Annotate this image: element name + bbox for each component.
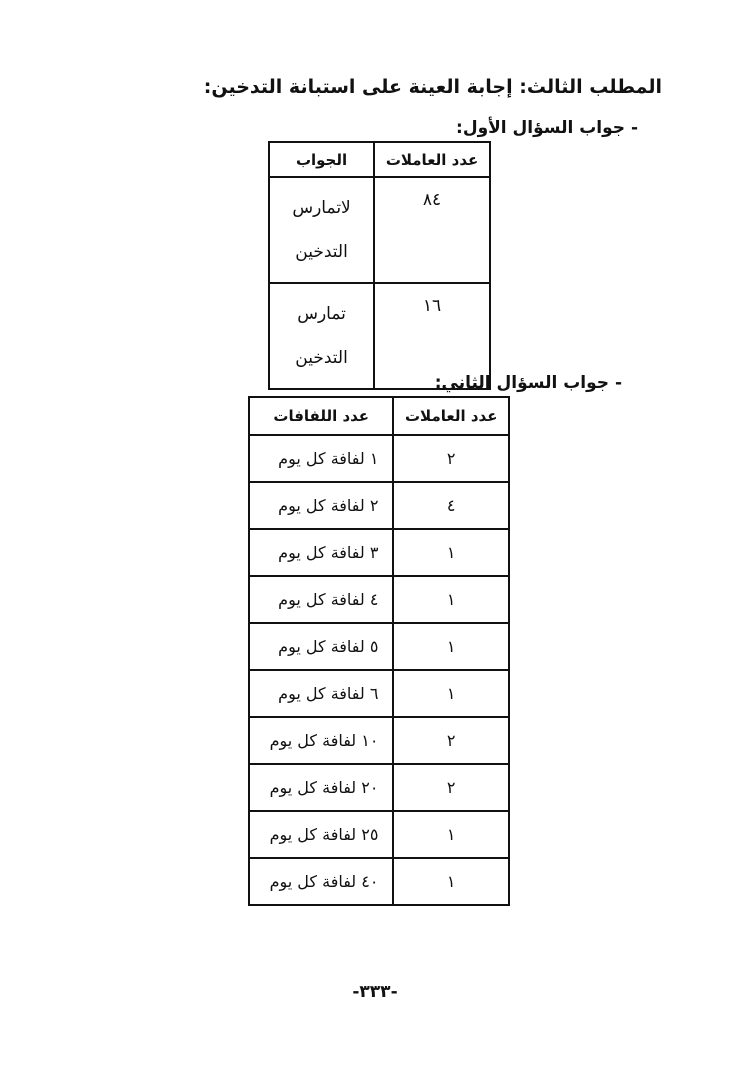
table-row bbox=[249, 670, 509, 717]
header-count: عدد العاملات bbox=[393, 397, 509, 435]
cell-cigarettes: ٤٠ لفافة كل يوم bbox=[249, 858, 393, 905]
table-row bbox=[249, 623, 509, 670]
cell-answer: تمارس التدخين bbox=[269, 283, 374, 389]
cell-count: ١٦ bbox=[374, 283, 490, 389]
table-row bbox=[249, 435, 509, 482]
cell-count: ٤ bbox=[393, 482, 509, 529]
cell-cigarettes: ٣ لفافة كل يوم bbox=[249, 529, 393, 576]
table-row bbox=[249, 858, 509, 905]
question2-table bbox=[248, 396, 510, 906]
section-title: المطلب الثالث: إجابة العينة على استبانة التدخين: bbox=[203, 76, 662, 98]
header-answer: الجواب bbox=[269, 142, 374, 177]
cell-answer: لاتمارس التدخين bbox=[269, 177, 374, 283]
table-header-row bbox=[249, 397, 509, 435]
cell-cigarettes: ١ لفافة كل يوم bbox=[249, 435, 393, 482]
cell-count: ١ bbox=[393, 529, 509, 576]
table-row bbox=[269, 177, 490, 283]
cell-count: ٢ bbox=[393, 717, 509, 764]
cell-count: ١ bbox=[393, 670, 509, 717]
header-cigarettes: عدد اللفافات bbox=[249, 397, 393, 435]
table-row bbox=[249, 576, 509, 623]
table-row bbox=[249, 482, 509, 529]
cell-cigarettes: ٢٥ لفافة كل يوم bbox=[249, 811, 393, 858]
cell-cigarettes: ٥ لفافة كل يوم bbox=[249, 623, 393, 670]
header-count: عدد العاملات bbox=[374, 142, 490, 177]
question1-heading: - جواب السؤال الأول: bbox=[456, 118, 638, 138]
cell-count: ١ bbox=[393, 576, 509, 623]
cell-count: ١ bbox=[393, 623, 509, 670]
table-row bbox=[249, 764, 509, 811]
cell-count: ٢ bbox=[393, 764, 509, 811]
page-number: -٣٣٣- bbox=[352, 982, 398, 1002]
cell-count: ١ bbox=[393, 858, 509, 905]
cell-cigarettes: ٢ لفافة كل يوم bbox=[249, 482, 393, 529]
table-row bbox=[249, 529, 509, 576]
cell-cigarettes: ١٠ لفافة كل يوم bbox=[249, 717, 393, 764]
cell-count: ١ bbox=[393, 811, 509, 858]
table-row bbox=[249, 717, 509, 764]
cell-cigarettes: ٦ لفافة كل يوم bbox=[249, 670, 393, 717]
table-header-row bbox=[269, 142, 490, 177]
cell-cigarettes: ٢٠ لفافة كل يوم bbox=[249, 764, 393, 811]
cell-count: ٨٤ bbox=[374, 177, 490, 283]
table-row bbox=[249, 811, 509, 858]
question2-heading: - جواب السؤال الثاني: bbox=[434, 373, 622, 393]
cell-cigarettes: ٤ لفافة كل يوم bbox=[249, 576, 393, 623]
cell-count: ٢ bbox=[393, 435, 509, 482]
question1-table bbox=[268, 141, 491, 390]
